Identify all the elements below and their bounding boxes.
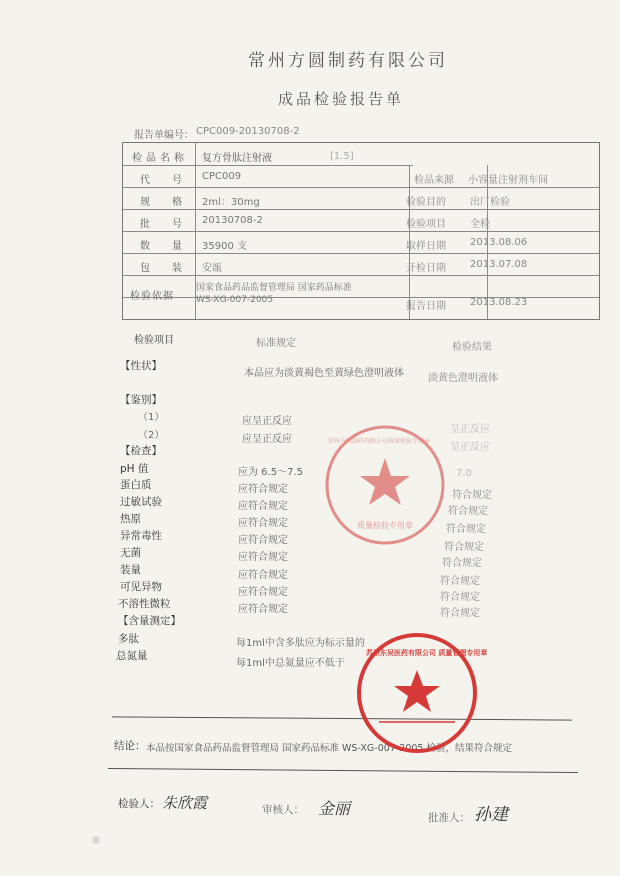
std-toxicity: 应符合规定 [238, 535, 288, 546]
res-toxicity: 符合规定 [444, 542, 484, 553]
right-value-purpose: 出厂检验 [470, 197, 510, 208]
std-visible-particles: 应符合规定 [238, 587, 288, 598]
column-standard: 标准规定 [256, 338, 296, 349]
std-fill-volume: 应符合规定 [238, 570, 288, 581]
std-identification-2: 应呈正反应 [242, 434, 292, 445]
row-label-quantity: 数量 [140, 241, 204, 252]
item-allergy: 过敏试验 [120, 496, 162, 508]
res-protein: 符合规定 [452, 490, 492, 501]
item-pyrogen: 热原 [120, 513, 141, 525]
item-toxicity: 异常毒性 [120, 530, 162, 542]
section-identification: 【鉴别】 [120, 394, 162, 406]
row-label-code: 代号 [140, 175, 204, 186]
res-sterility: 符合规定 [442, 558, 482, 569]
report-no-value: CPC009-20130708-2 [196, 126, 300, 137]
item-total-nitrogen: 总氮量 [116, 650, 148, 662]
res-allergy: 符合规定 [448, 506, 488, 517]
row-label-product-name: 检品名称 [132, 153, 188, 164]
row-value-spec: 2ml：30mg [202, 197, 260, 208]
right-label-report-date: 报告日期 [406, 301, 446, 312]
item-peptide: 多肽 [118, 633, 139, 645]
std-appearance: 本品应为淡黄褐色至黄绿色澄明液体 [244, 368, 404, 379]
signature-divider [108, 768, 578, 773]
row-value-quantity: 35900 支 [202, 241, 247, 252]
std-allergy: 应符合规定 [238, 501, 288, 512]
right-label-purpose: 检验目的 [406, 197, 446, 208]
item-fill-volume: 装量 [120, 564, 141, 576]
row-value-product-name: 复方骨肽注射液 [202, 153, 272, 164]
res-identification-1: 呈正反应 [450, 424, 490, 435]
report-no-label: 报告单编号： [134, 130, 194, 141]
std-insoluble-particles: 应符合规定 [238, 604, 288, 615]
section-appearance: 【性状】 [120, 360, 162, 372]
std-identification-1: 应呈正反应 [242, 416, 292, 427]
approver-signature: 孙建 [474, 805, 508, 825]
section-inspection: 【检查】 [120, 445, 162, 457]
res-visible-particles: 符合规定 [440, 592, 480, 603]
right-value-source: 小容量注射剂车间 [468, 175, 548, 186]
row-value-batch: 20130708-2 [202, 215, 263, 226]
std-pyrogen: 应符合规定 [238, 518, 288, 529]
res-ph: 7.0 [456, 468, 472, 479]
res-insoluble-particles: 符合规定 [440, 608, 480, 619]
item-visible-particles: 可见异物 [120, 581, 162, 593]
row-value-package: 安瓿 [202, 263, 222, 274]
qa-stamp-text: 苏州东吴医药有限公司 质量管理专用章 [366, 649, 488, 657]
conclusion-label: 结论： [114, 740, 146, 752]
res-appearance: 淡黄色澄明液体 [428, 373, 498, 384]
std-peptide: 每1ml中含多肽应为标示量的 [236, 638, 365, 649]
row-value-basis: 国家食品药品监督管理局 国家药品标准 [196, 283, 352, 293]
res-pyrogen: 符合规定 [446, 524, 486, 535]
qc-stamp-text: 常州方圆制药有限公司质量检验专用章 [328, 438, 431, 445]
right-label-start-date: 开检日期 [406, 263, 446, 274]
item-ph: pH 值 [120, 463, 149, 475]
right-value-report-date: 2013.08.23 [470, 297, 528, 308]
conclusion-divider [112, 716, 572, 720]
section-assay: 【含量测定】 [118, 615, 181, 627]
scan-mark [92, 836, 100, 844]
reviewer-label: 审核人： [262, 804, 304, 816]
conclusion-text: 本品按国家食品药品监督管理局 国家药品标准 WS-XG-007-2005 检验，结果符合规定 [146, 743, 512, 754]
res-fill-volume: 符合规定 [440, 576, 480, 587]
item-protein: 蛋白质 [120, 479, 152, 491]
std-ph: 应为 6.5～7.5 [238, 467, 303, 478]
std-protein: 应符合规定 [238, 484, 288, 495]
item-identification-1: （1） [138, 412, 165, 423]
report-title: 成品检验报告单 [278, 90, 405, 108]
item-sterility: 无菌 [120, 547, 141, 559]
right-value-start-date: 2013.07.08 [470, 259, 528, 270]
right-label-sample-date: 取样日期 [406, 241, 446, 252]
company-name: 常州方圆制药有限公司 [248, 51, 448, 71]
approver-label: 批准人： [428, 812, 470, 824]
row-value-code: CPC009 [202, 171, 242, 182]
table-remark: [1.5] [330, 151, 354, 162]
std-total-nitrogen: 每1ml中总氮量应不低于 [236, 658, 345, 669]
row-label-basis: 检验依据 [130, 291, 174, 302]
item-identification-2: （2） [138, 430, 165, 441]
info-table [122, 142, 600, 320]
inspector-signature: 朱欣霞 [162, 794, 208, 812]
std-sterility: 应符合规定 [238, 552, 288, 563]
row-label-package: 包装 [140, 263, 204, 274]
row-value-basis-standard: WS-XG-007-2005 [196, 295, 274, 305]
right-value-sample-date: 2013.08.06 [470, 237, 528, 248]
column-result: 检验结果 [452, 342, 492, 353]
right-label-source: 检品来源 [414, 175, 454, 186]
item-insoluble-particles: 不溶性微粒 [118, 598, 171, 610]
right-value-items: 全检 [470, 219, 490, 230]
inspector-label: 检验人： [118, 798, 160, 810]
column-item: 检验项目 [134, 335, 174, 346]
svg-text:质量检验专用章: 质量检验专用章 [357, 521, 413, 530]
row-label-spec: 规格 [140, 197, 204, 208]
res-identification-2: 呈正反应 [450, 442, 490, 453]
right-label-items: 检验项目 [406, 219, 446, 230]
reviewer-signature: 金丽 [318, 799, 351, 818]
row-label-batch: 批号 [140, 219, 204, 230]
